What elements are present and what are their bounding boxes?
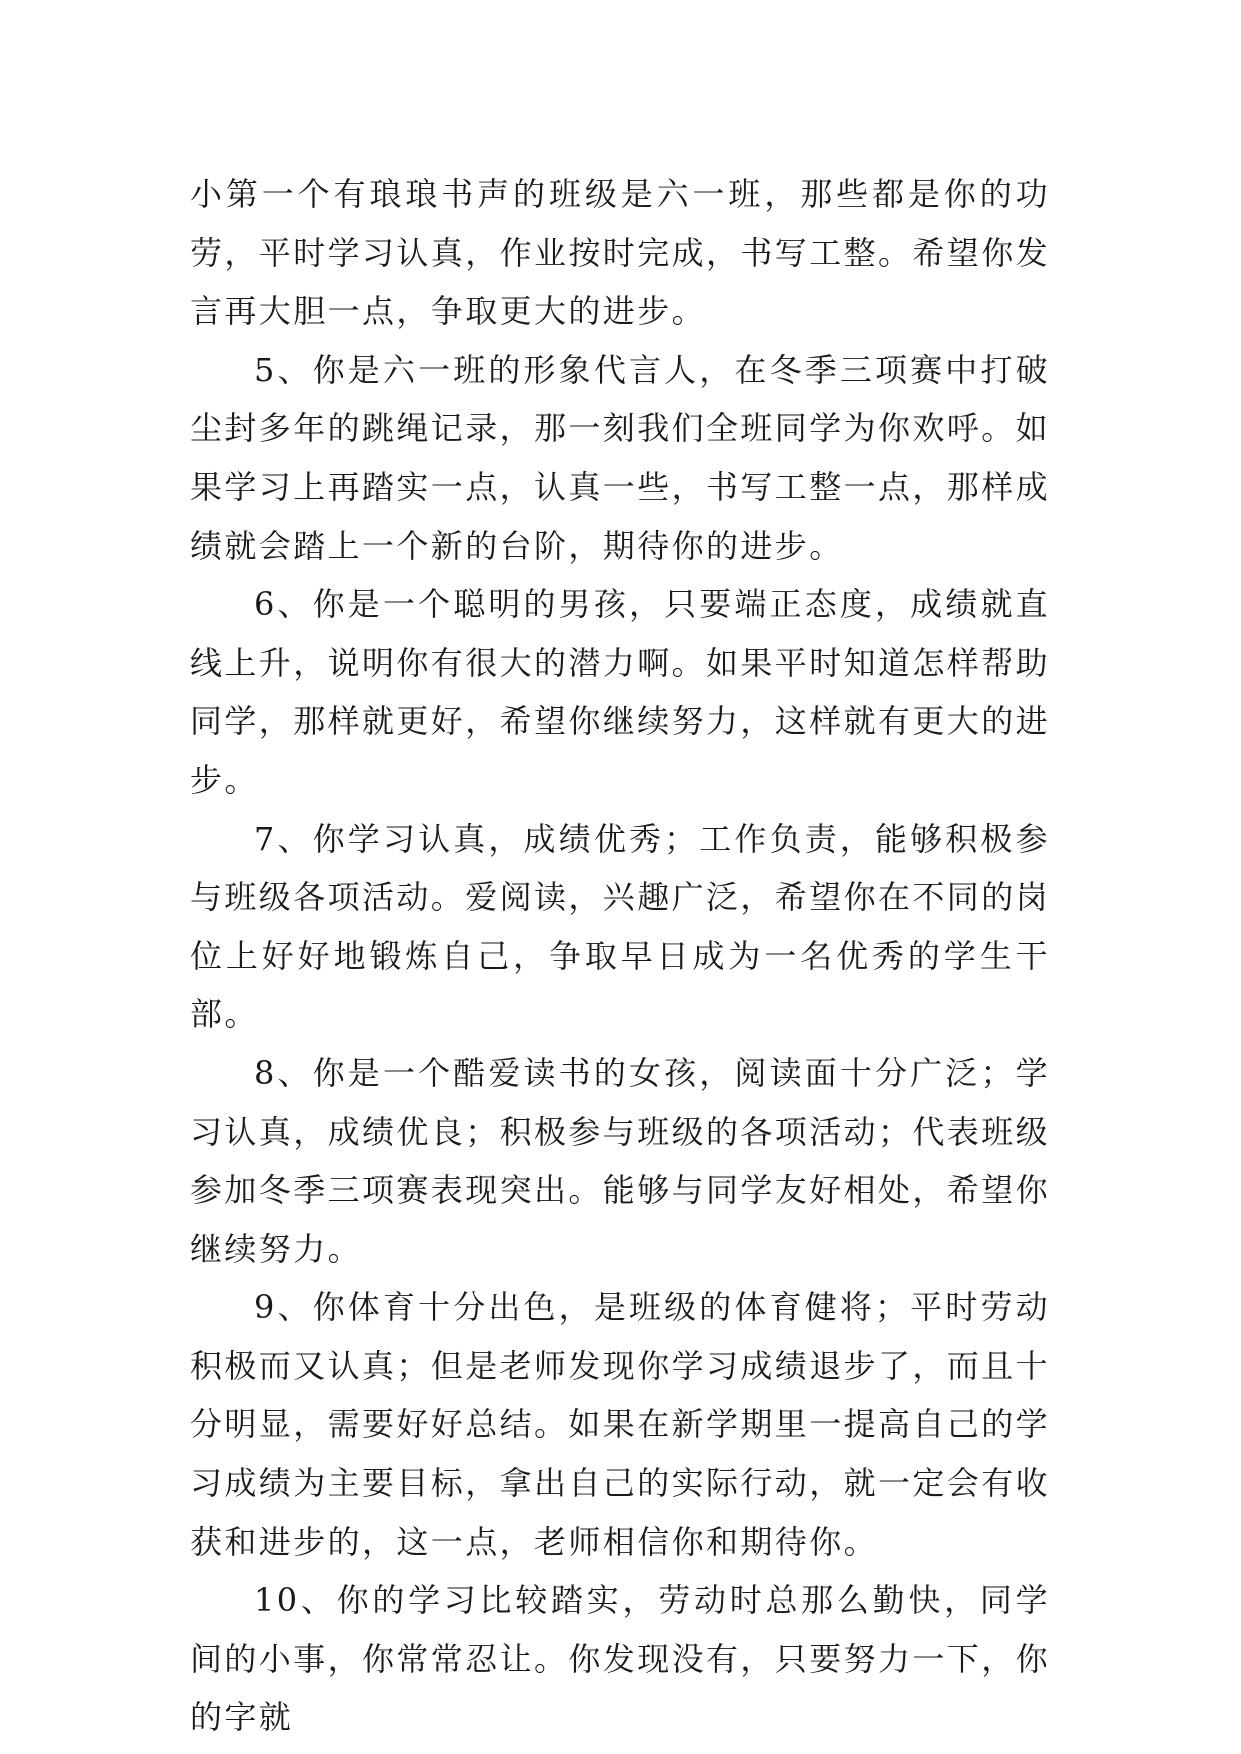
paragraph-comment-9: 9、你体育十分出色，是班级的体育健将；平时劳动积极而又认真；但是老师发现你学习成绩退步了，而且十分明显，需要好好总结。如果在新学期里一提高自己的学习成绩为主要目标，拿出自己的实际行动，就一定会有收获和进步的，这一点，老师相信你和期待你。 (190, 1288, 1051, 1561)
paragraph-comment-6: 6、你是一个聪明的男孩，只要端正态度，成绩就直线上升，说明你有很大的潜力啊。如果平时知道怎样帮助同学，那样就更好，希望你继续努力，这样就有更大的进步。 (190, 585, 1051, 799)
paragraph-comment-10: 10、你的学习比较踏实，劳动时总那么勤快，同学间的小事，你常常忍让。你发现没有，只要努力一下，你的字就 (190, 1581, 1051, 1737)
document-body (190, 165, 1050, 1747)
paragraph-continued: 小第一个有琅琅书声的班级是六一班，那些都是你的功劳，平时学习认真，作业按时完成，书写工整。希望你发言再大胆一点，争取更大的进步。 (190, 175, 1051, 331)
paragraph-comment-7: 7、你学习认真，成绩优秀；工作负责，能够积极参与班级各项活动。爱阅读，兴趣广泛，希望你在不同的岗位上好好地锻炼自己，争取早日成为一名优秀的学生干部。 (190, 819, 1051, 1034)
paragraph-comment-5: 5、你是六一班的形象代言人，在冬季三项赛中打破尘封多年的跳绳记录，那一刻我们全班同学为你欢呼。如果学习上再踏实一点，认真一些，书写工整一点，那样成绩就会踏上一个新的台阶，期待你的进步。 (190, 350, 1051, 565)
paragraph-comment-8: 8、你是一个酷爱读书的女孩，阅读面十分广泛；学习认真，成绩优良；积极参与班级的各项活动；代表班级参加冬季三项赛表现突出。能够与同学友好相处，希望你继续努力。 (190, 1053, 1051, 1268)
